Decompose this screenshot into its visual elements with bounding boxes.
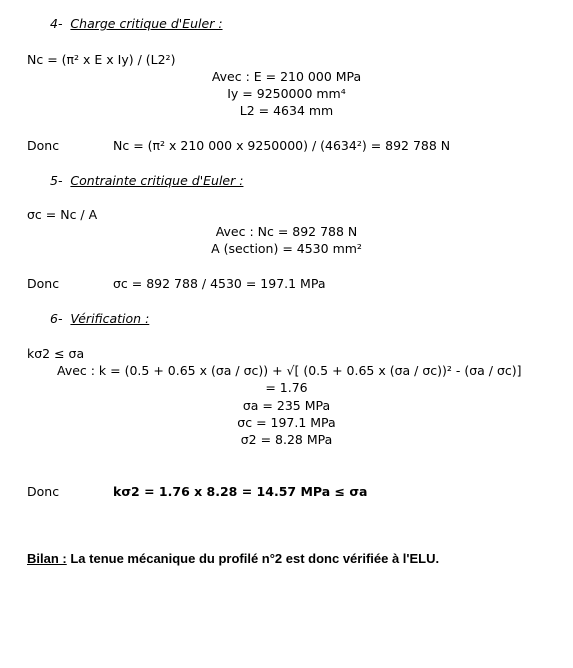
bilan-text: La tenue mécanique du profilé n°2 est donc vérifiée à l'ELU. — [70, 551, 440, 566]
section-5-avec-n: Avec : Nc = 892 788 N — [215, 224, 358, 239]
section-4-donc-result: Nc = (π² x 210 000 x 9250000) / (4634²) = 892 788 N — [113, 138, 451, 153]
section-6-number: 6- — [50, 311, 63, 326]
section-4-title: Charge critique d'Euler : — [70, 16, 223, 31]
section-6-donc-result: kσ2 = 1.76 x 8.28 = 14.57 MPa ≤ σa — [113, 484, 368, 499]
section-4-heading — [50, 16, 223, 32]
section-6-sigma-2: σ2 = 8.28 MPa — [240, 432, 333, 447]
section-6-title: Vérification : — [70, 311, 150, 326]
section-6-sigma-a: σa = 235 MPa — [242, 398, 331, 413]
section-5-donc-result: σc = 892 788 / 4530 = 197.1 MPa — [113, 276, 326, 291]
bilan-line — [27, 551, 439, 567]
section-6-sigma-c: σc = 197.1 MPa — [237, 415, 336, 430]
section-6-condition: kσ2 ≤ σa — [27, 346, 85, 361]
section-5-title: Contrainte critique d'Euler : — [70, 173, 244, 188]
section-4-number: 4- — [50, 16, 63, 31]
section-4-formula: Nc = (π² x E x Iy) / (L2²) — [27, 52, 176, 67]
bilan-label: Bilan : — [27, 551, 67, 566]
section-4-avec-e: Avec : E = 210 000 MPa — [211, 69, 362, 84]
section-5-donc-label: Donc — [27, 276, 60, 291]
section-6-k-value: = 1.76 — [265, 380, 308, 395]
section-6-avec-k: Avec : k = (0.5 + 0.65 x (σa / σc)) + √[ (0.5 + 0.65 x (σa / σc))² - (σa / σc)] — [57, 363, 522, 378]
section-6-donc-label: Donc — [27, 484, 60, 499]
section-5-formula: σc = Nc / A — [27, 207, 98, 222]
section-4-avec-l: L2 = 4634 mm — [239, 103, 334, 118]
section-5-number: 5- — [50, 173, 63, 188]
section-4-avec-i: Iy = 9250000 mm⁴ — [227, 86, 346, 101]
section-5-avec-a: A (section) = 4530 mm² — [211, 241, 362, 256]
section-5-heading — [50, 173, 243, 189]
section-6-heading — [50, 311, 149, 327]
section-4-donc-label: Donc — [27, 138, 60, 153]
